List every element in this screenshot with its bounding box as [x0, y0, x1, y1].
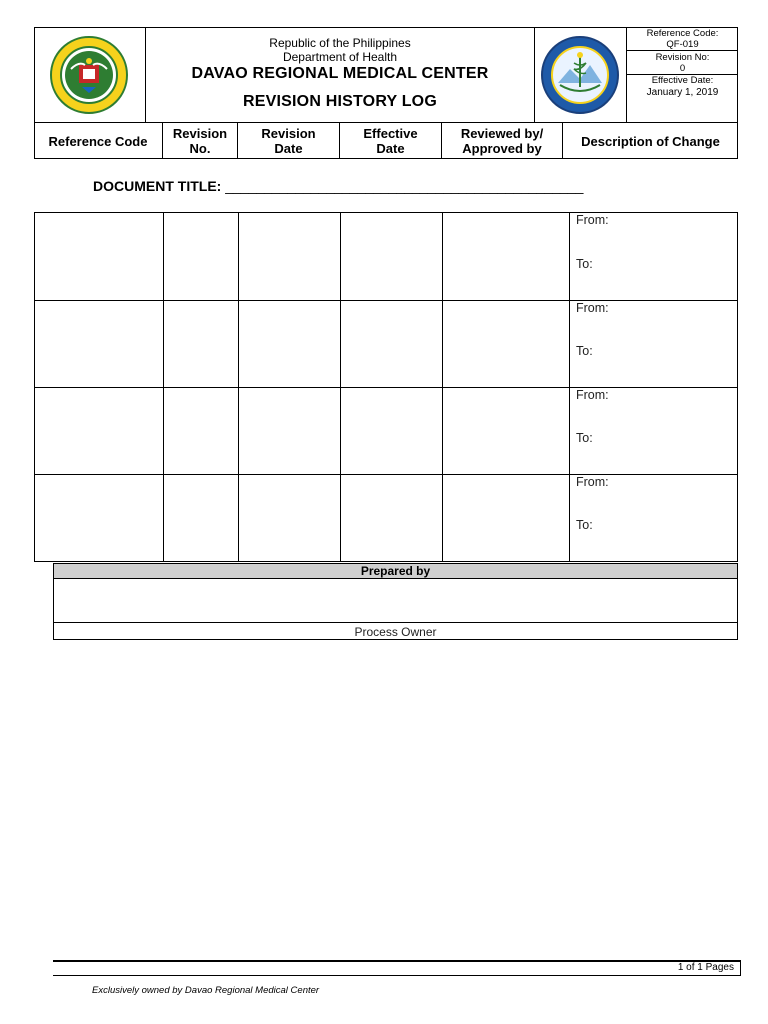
form-title: REVISION HISTORY LOG — [243, 92, 437, 110]
rev-no-label: Revision No: — [655, 51, 710, 63]
from-label: From: — [576, 213, 609, 227]
col-description-label: Description of Change — [581, 133, 720, 149]
col-revision-date — [238, 123, 340, 159]
col-revision-date-label-1: Revision — [261, 126, 316, 141]
doh-seal-icon — [49, 35, 129, 115]
eff-date-meta-cell — [627, 75, 738, 99]
col-reviewed-by — [442, 123, 563, 159]
col-effective-date-label-1: Effective — [363, 126, 418, 141]
table-row — [35, 388, 737, 474]
process-owner-label: Process Owner — [354, 624, 437, 639]
org-name: DAVAO REGIONAL MEDICAL CENTER — [191, 64, 489, 82]
table-row — [35, 301, 737, 387]
col-revision-no-label-1: Revision — [172, 126, 228, 141]
col-effective-date — [340, 123, 442, 159]
to-label: To: — [576, 518, 593, 532]
col-reference-code — [34, 123, 163, 159]
rev-no-meta-cell — [627, 51, 738, 75]
col-revision-no-label-2: No. — [189, 141, 211, 156]
prepared-by-box — [53, 563, 738, 640]
page-count: 1 of 1 Pages — [677, 962, 734, 973]
rev-no-value: 0 — [679, 62, 686, 74]
eff-date-value: January 1, 2019 — [646, 87, 719, 98]
header-title-cell — [146, 27, 535, 123]
from-label: From: — [576, 301, 609, 315]
left-seal-cell — [34, 27, 146, 123]
from-label: From: — [576, 388, 609, 402]
eff-date-label: Effective Date: — [651, 75, 714, 86]
signature-area[interactable] — [54, 580, 737, 623]
to-label: To: — [576, 257, 593, 271]
ref-code-meta-cell — [627, 27, 738, 51]
ref-code-value: QF-019 — [666, 38, 699, 50]
revision-table — [34, 212, 738, 562]
col-reference-code-label: Reference Code — [48, 133, 148, 149]
prepared-by-header — [54, 564, 737, 579]
to-label: To: — [576, 431, 593, 445]
col-reviewed-label-2: Approved by — [462, 141, 542, 156]
col-reviewed-label-1: Reviewed by/ — [460, 126, 544, 141]
drmc-seal-icon — [540, 35, 620, 115]
ref-code-label: Reference Code: — [646, 27, 719, 39]
republic-text: Republic of the Philippines — [269, 35, 411, 50]
document-title-blank[interactable]: ______________________________________________ — [225, 178, 584, 194]
to-label: To: — [576, 344, 593, 358]
col-effective-date-label-2: Date — [376, 141, 405, 156]
ownership-note: Exclusively owned by Davao Regional Medical Center — [92, 985, 320, 996]
process-owner-cell — [54, 624, 737, 639]
col-revision-date-label-2: Date — [274, 141, 303, 156]
col-description — [563, 123, 738, 159]
department-text: Department of Health — [282, 49, 398, 64]
prepared-by-label: Prepared by — [360, 564, 431, 578]
table-row — [35, 213, 737, 300]
table-row — [35, 475, 737, 561]
from-label: From: — [576, 475, 609, 489]
document-title-line — [93, 178, 693, 196]
document-title-label: DOCUMENT TITLE: — [93, 178, 222, 194]
right-seal-cell — [535, 27, 627, 123]
footer-pages-box — [53, 962, 741, 976]
col-revision-no — [163, 123, 238, 159]
